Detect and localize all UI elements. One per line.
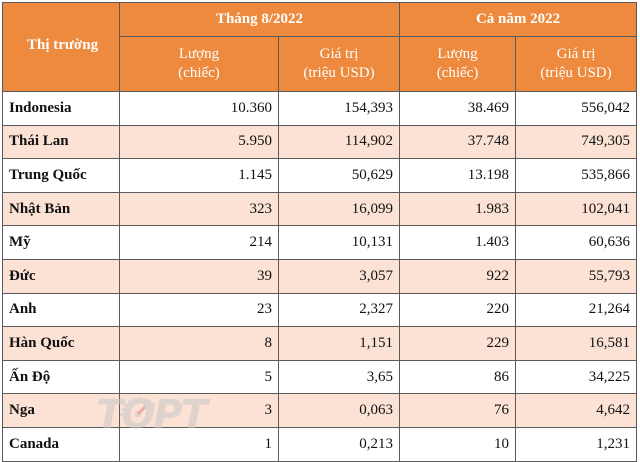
year-qty-cell: 37.748 [400, 125, 516, 159]
year-qty-cell: 38.469 [400, 92, 516, 126]
year-qty-cell: 1.983 [400, 192, 516, 226]
header-year-val-line2: (triệu USD) [540, 65, 612, 81]
year-qty-cell: 229 [400, 327, 516, 361]
header-year-qty-line2: (chiếc) [436, 65, 479, 81]
year-val-cell: 60,636 [516, 226, 637, 260]
aug-qty-cell: 3 [120, 394, 279, 428]
table-row [3, 159, 637, 193]
aug-val-cell: 16,099 [279, 192, 400, 226]
aug-qty-cell: 39 [120, 259, 279, 293]
header-group-year: Cả năm 2022 [400, 3, 637, 37]
year-val-cell: 556,042 [516, 92, 637, 126]
header-year-val-line1: Giá trị [556, 46, 596, 62]
table-row [3, 259, 637, 293]
header-year-qty-line1: Lượng [437, 46, 478, 62]
table-row [3, 226, 637, 260]
watermark-text: TOPT [96, 392, 206, 434]
aug-val-cell: 154,393 [279, 92, 400, 126]
year-val-cell: 4,642 [516, 394, 637, 428]
aug-qty-cell: 8 [120, 327, 279, 361]
aug-qty-cell: 323 [120, 192, 279, 226]
table-row [3, 192, 637, 226]
header-aug-qty-line1: Lượng [178, 46, 220, 62]
aug-val-cell: 114,902 [279, 125, 400, 159]
market-name: Hàn Quốc [3, 327, 120, 361]
year-qty-cell: 76 [400, 394, 516, 428]
header-aug-val-line2: (triệu USD) [303, 65, 375, 81]
year-val-cell: 16,581 [516, 327, 637, 361]
year-qty-cell: 220 [400, 293, 516, 327]
aug-val-cell: 3,65 [279, 360, 400, 394]
aug-val-cell: 10,131 [279, 226, 400, 260]
aug-val-cell: 0,213 [279, 427, 400, 461]
watermark-logo [92, 382, 232, 434]
market-name: Trung Quốc [3, 159, 120, 193]
market-name: Đức [3, 259, 120, 293]
table-row [3, 92, 637, 126]
year-val-cell: 55,793 [516, 259, 637, 293]
table-row [3, 327, 637, 361]
year-val-cell: 1,231 [516, 427, 637, 461]
header-market: Thị trường [3, 3, 120, 92]
market-name: Indonesia [3, 92, 120, 126]
aug-val-cell: 0,063 [279, 394, 400, 428]
aug-val-cell: 3,057 [279, 259, 400, 293]
year-qty-cell: 922 [400, 259, 516, 293]
aug-qty-cell: 10.360 [120, 92, 279, 126]
market-name: Nhật Bản [3, 192, 120, 226]
market-name: Nga [3, 394, 120, 428]
aug-qty-cell: 23 [120, 293, 279, 327]
header-group-aug: Tháng 8/2022 [120, 3, 400, 37]
header-year-val [516, 37, 637, 92]
year-val-cell: 749,305 [516, 125, 637, 159]
header-aug-val [279, 37, 400, 92]
year-qty-cell: 10 [400, 427, 516, 461]
year-qty-cell: 13.198 [400, 159, 516, 193]
aug-qty-cell: 5.950 [120, 125, 279, 159]
market-name: Canada [3, 427, 120, 461]
market-name: Thái Lan [3, 125, 120, 159]
header-aug-val-line1: Giá trị [319, 46, 359, 62]
market-name: Anh [3, 293, 120, 327]
aug-val-cell: 50,629 [279, 159, 400, 193]
year-val-cell: 535,866 [516, 159, 637, 193]
year-val-cell: 21,264 [516, 293, 637, 327]
table-row [3, 125, 637, 159]
header-aug-qty-line2: (chiếc) [178, 65, 220, 81]
year-qty-cell: 86 [400, 360, 516, 394]
header-aug-qty [120, 37, 279, 92]
market-name: Ấn Độ [3, 360, 120, 394]
market-name: Mỹ [3, 226, 120, 260]
year-val-cell: 34,225 [516, 360, 637, 394]
year-qty-cell: 1.403 [400, 226, 516, 260]
year-val-cell: 102,041 [516, 192, 637, 226]
header-row-groups [3, 3, 637, 37]
aug-qty-cell: 1.145 [120, 159, 279, 193]
aug-qty-cell: 1 [120, 427, 279, 461]
header-year-qty [400, 37, 516, 92]
aug-qty-cell: 214 [120, 226, 279, 260]
table-row [3, 293, 637, 327]
aug-val-cell: 1,151 [279, 327, 400, 361]
aug-qty-cell: 5 [120, 360, 279, 394]
aug-val-cell: 2,327 [279, 293, 400, 327]
